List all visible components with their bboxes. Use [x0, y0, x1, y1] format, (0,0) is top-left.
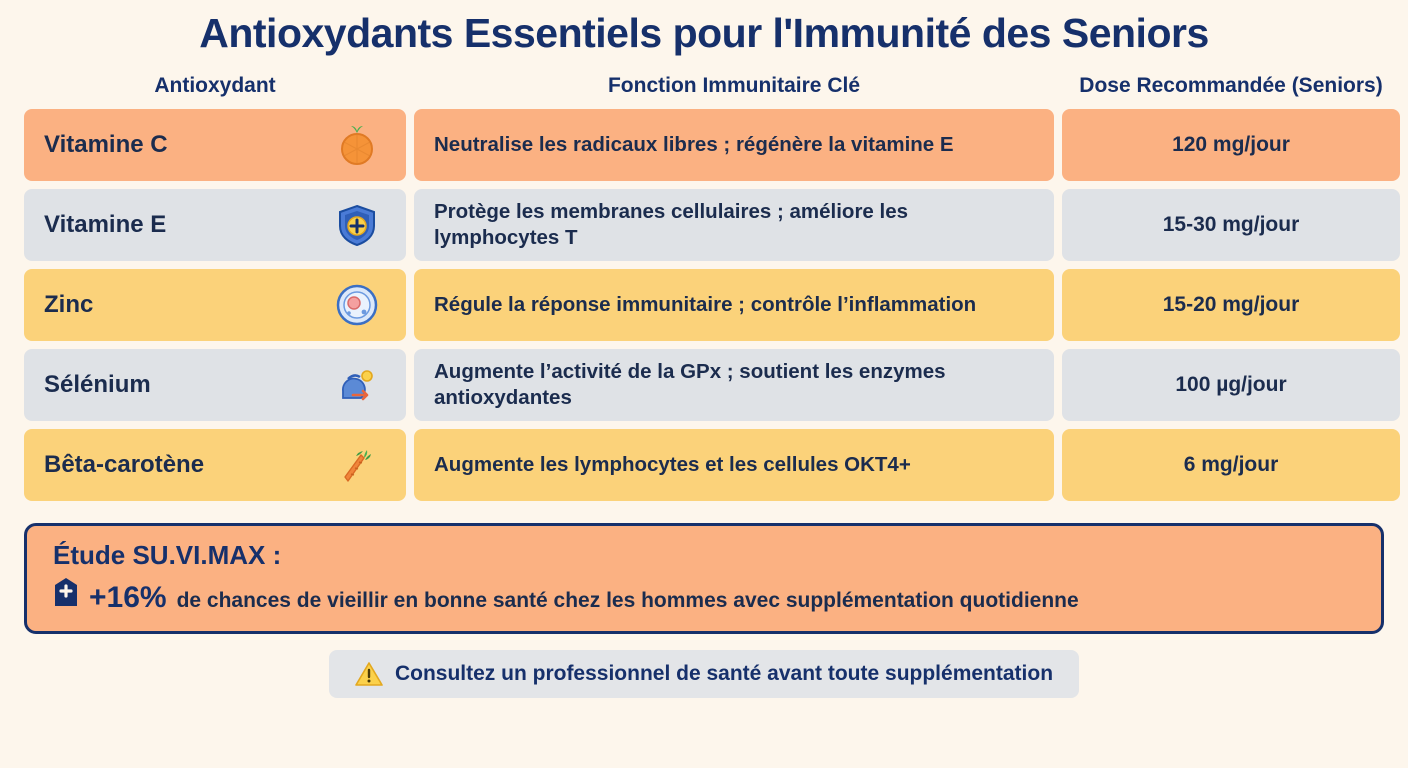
study-highlight-band	[24, 523, 1384, 634]
cell-icon	[330, 278, 384, 332]
page-title: Antioxydants Essentiels pour l'Immunité des Seniors	[199, 10, 1209, 56]
cell-antioxidant-name	[24, 189, 406, 261]
cell-antioxidant-name	[24, 349, 406, 421]
cell-function: Neutralise les radicaux libres ; régénère la vitamine E	[414, 109, 1054, 181]
study-stat-line	[53, 577, 1355, 615]
study-percent: +16%	[89, 581, 167, 615]
disclaimer-bar	[329, 650, 1079, 698]
header-function: Fonction Immunitaire Clé	[607, 74, 861, 98]
enzyme-icon	[330, 358, 384, 412]
antioxidant-label: Zinc	[44, 291, 94, 319]
orange-fruit-icon	[330, 118, 384, 172]
table-header-row	[24, 73, 1384, 99]
cell-function: Augmente l’activité de la GPx ; soutient les enzymes antioxydantes	[414, 349, 1054, 421]
cell-function: Régule la réponse immunitaire ; contrôle l’inflammation	[414, 269, 1054, 341]
cell-dose: 120 mg/jour	[1062, 109, 1400, 181]
antioxidant-label: Sélénium	[44, 371, 151, 399]
table-row	[24, 109, 1384, 181]
hospital-building-icon	[53, 577, 79, 607]
cell-antioxidant-name	[24, 429, 406, 501]
carrot-icon	[330, 438, 384, 492]
cell-antioxidant-name	[24, 109, 406, 181]
cell-dose: 15-30 mg/jour	[1062, 189, 1400, 261]
shield-icon	[330, 198, 384, 252]
warning-icon	[355, 661, 383, 687]
antioxidant-label: Vitamine E	[44, 211, 167, 239]
disclaimer-text: Consultez un professionnel de santé avant toute supplémentation	[394, 662, 1054, 686]
table-row	[24, 429, 1384, 501]
table-row	[24, 269, 1384, 341]
header-dose: Dose Recommandée (Seniors)	[1079, 74, 1383, 98]
cell-function: Protège les membranes cellulaires ; améliore les lymphocytes T	[414, 189, 1054, 261]
antioxidant-table	[24, 73, 1384, 509]
study-title: Étude SU.VI.MAX :	[53, 540, 282, 571]
cell-dose: 6 mg/jour	[1062, 429, 1400, 501]
cell-dose: 100 µg/jour	[1062, 349, 1400, 421]
cell-dose: 15-20 mg/jour	[1062, 269, 1400, 341]
cell-antioxidant-name	[24, 269, 406, 341]
table-row	[24, 189, 1384, 261]
study-description: de chances de vieillir en bonne santé chez les hommes avec supplémentation quotidienne	[176, 589, 1079, 613]
table-row	[24, 349, 1384, 421]
antioxidant-label: Bêta-carotène	[44, 451, 205, 479]
cell-function: Augmente les lymphocytes et les cellules OKT4+	[414, 429, 1054, 501]
header-antioxidant: Antioxydant	[154, 74, 276, 98]
antioxidant-label: Vitamine C	[44, 131, 168, 159]
